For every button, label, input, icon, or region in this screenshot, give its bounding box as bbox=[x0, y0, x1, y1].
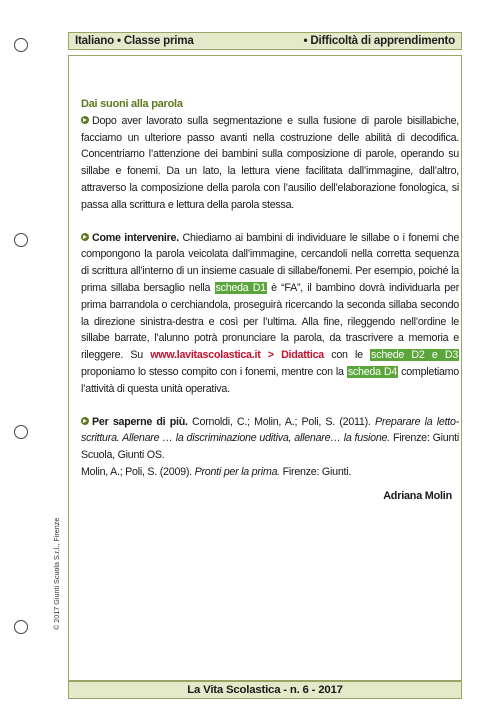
schede-d2-d3-tag: schede D2 e D3 bbox=[371, 349, 459, 362]
paragraph-bibliography-2: Molin, A.; Poli, S. (2009). Pronti per la prima. Firenze: Giunti. bbox=[81, 465, 352, 478]
header-topic: • Difficoltà di apprendimento bbox=[303, 34, 455, 47]
book-title: Preparare la letto-scrittura. Allenare … la discriminazione uditiva, allenare… la fusione. bbox=[81, 415, 460, 445]
book-title: Pronti per la prima. bbox=[194, 465, 280, 478]
section-heading: Per saperne di più. bbox=[92, 415, 188, 428]
paragraph-come-intervenire: Come intervenire. Chiediamo ai bambini di individuare le sillabe o i fonemi che compongono la parola veicolata dall’immagine, cercandoli nella corretta sequenza di scrittura all’interno di un insieme casuale di sillabe/fonemi. Per esempio, poiché la prima sillaba bersaglio nella scheda D1 è “FA”, il bambino dovrà individuarla per prima barrandola o cerchiandola, proseguirà ricercando la seconda sillaba secondo la direzione sinistra-destra e così per l’ultima. Alla fine, rileggendo nell’ordine le sillabe barrate, l’alunno potrà pronunciare la parola, da trascrivere a memoria e rileggere. Su www.lavitascolastica.it > Didattica con le schede D2 e D3 proponiamo lo stesso compito con i fonemi, mentre con la scheda D4 completiamo l’attività di questa unità operativa. bbox=[81, 231, 460, 395]
copyright-notice: © 2017 Giunti Scuola S.r.l., Firenze bbox=[52, 517, 61, 630]
page-footer: La Vita Scolastica - n. 6 - 2017 bbox=[68, 681, 462, 699]
scheda-d1-tag: scheda D1 bbox=[215, 281, 266, 294]
bullet-arrow-icon bbox=[81, 417, 89, 425]
header-subject: Italiano • Classe prima bbox=[75, 34, 194, 47]
section-heading: Come intervenire. bbox=[92, 231, 179, 244]
binder-hole-upper-middle bbox=[14, 233, 28, 247]
scheda-d4-tag: scheda D4 bbox=[347, 365, 398, 378]
binder-hole-lower-middle bbox=[14, 425, 28, 439]
paragraph-bibliography: Per saperne di più. Cornoldi, C.; Molin, A.; Poli, S. (2011). Preparare la letto-scrittura. Allenare … la discriminazione uditiva, allenare… la fusione. Firenze: Giunti Scuola, Giunti OS. bbox=[81, 415, 460, 462]
author-signature: Adriana Molin bbox=[383, 490, 452, 502]
binder-hole-top bbox=[14, 38, 28, 52]
website-link[interactable]: www.lavitascolastica.it > Didattica bbox=[150, 349, 324, 362]
binder-hole-bottom bbox=[14, 620, 28, 634]
paragraph-intro: Dopo aver lavorato sulla segmentazione e sulla fusione di parole bisillabiche, facciamo un ulteriore passo avanti nella costruzione delle abilità di decodifica. Concentriamo l’attenzione dei bambini sulla composizione di parole, operando su sillabe e fonemi. Da un lato, la lettura viene facilitata dall’immagine, dall’altro, attraverso la composizione della parola con l’ausilio dell’elaborazione fonologica, si passa alla scrittura e lettura della parola stessa. bbox=[81, 114, 459, 211]
article-body bbox=[81, 96, 459, 481]
article-title: Dai suoni alla parola bbox=[81, 98, 183, 110]
bullet-arrow-icon bbox=[81, 116, 89, 124]
page-header bbox=[68, 32, 462, 50]
bullet-arrow-icon bbox=[81, 233, 89, 241]
